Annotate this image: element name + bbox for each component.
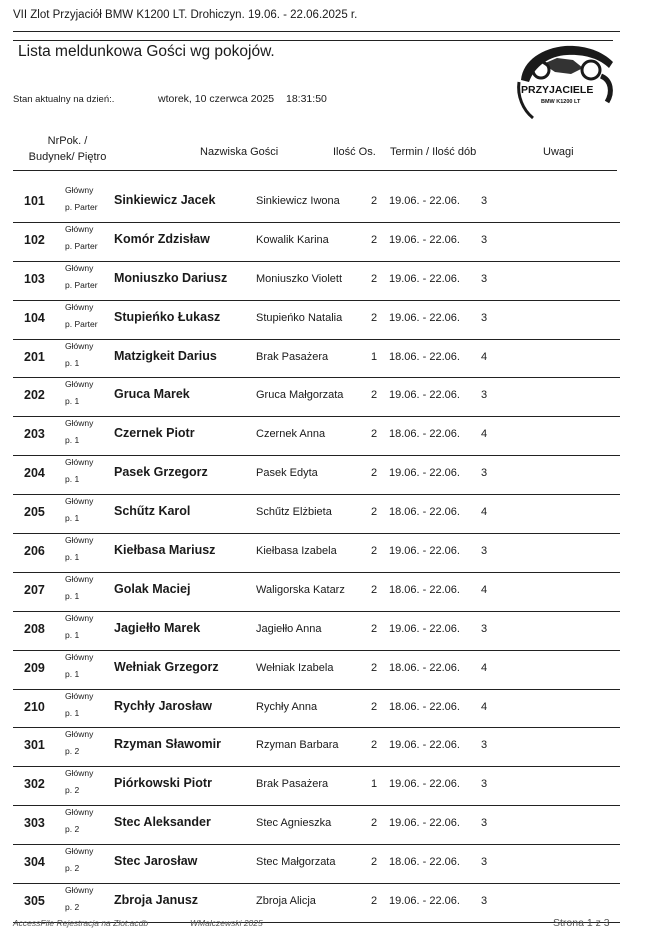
column-header-term: Termin / Ilość dób [390, 146, 477, 158]
person-count: 2 [371, 506, 378, 519]
guest-name: Waligorska Katarz [256, 583, 345, 596]
column-header-names: Nazwiska Gości [200, 146, 279, 158]
floor-label: p. 1 [65, 552, 80, 563]
table-row [13, 845, 620, 884]
building-name: Główny [65, 651, 94, 662]
person-count: 2 [371, 389, 378, 402]
motorcycle-logo-icon [513, 40, 623, 122]
host-name: Rzyman Sławomir [114, 737, 221, 752]
room-number: 103 [24, 271, 45, 286]
table-row [13, 651, 620, 690]
guest-name: Wełniak Izabela [256, 661, 334, 674]
table-row [13, 534, 620, 573]
room-number: 209 [24, 660, 45, 675]
building-name: Główny [65, 885, 94, 896]
person-count: 2 [371, 895, 378, 908]
floor-label: p. Parter [65, 240, 98, 251]
room-number: 207 [24, 582, 45, 597]
guest-name: Stec Agnieszka [256, 817, 332, 830]
building-name: Główny [65, 729, 94, 740]
status-label: Stan aktualny na dzień:. [13, 94, 115, 105]
logo-text-main: PRZYJACIELE [521, 84, 594, 96]
guest-name: Kiełbasa Izabela [256, 545, 337, 558]
room-number: 102 [24, 232, 45, 247]
building-name: Główny [65, 379, 94, 390]
stay-dates: 19.06. - 22.06. [389, 739, 460, 752]
night-count: 3 [481, 739, 488, 752]
host-name: Moniuszko Dariusz [114, 270, 228, 285]
floor-label: p. 1 [65, 474, 80, 485]
person-count: 2 [371, 311, 378, 324]
guest-name: Stec Małgorzata [256, 856, 336, 869]
host-name: Stec Aleksander [114, 815, 211, 830]
floor-label: p. 1 [65, 513, 80, 524]
person-count: 2 [371, 700, 378, 713]
room-number: 205 [24, 505, 45, 520]
stay-dates: 19.06. - 22.06. [389, 311, 460, 324]
building-name: Główny [65, 418, 94, 429]
room-number: 208 [24, 621, 45, 636]
table-row [13, 223, 620, 262]
host-name: Matzigkeit Darius [114, 348, 217, 363]
stay-dates: 19.06. - 22.06. [389, 467, 460, 480]
room-number: 104 [24, 310, 45, 325]
column-header-count: Ilość Os. [333, 146, 376, 158]
table-row [13, 573, 620, 612]
building-name: Główny [65, 690, 94, 701]
building-name: Główny [65, 457, 94, 468]
column-header-room-line1: NrPok. / [47, 135, 88, 147]
footer-author: WMalczewski 2025 [190, 918, 263, 928]
night-count: 3 [481, 622, 488, 635]
column-header-room [20, 133, 115, 165]
floor-label: p. 2 [65, 902, 80, 913]
logo-text-sub: BMW K1200 LT [541, 99, 581, 105]
night-count: 3 [481, 233, 488, 246]
guest-name: Jagiełło Anna [256, 622, 322, 635]
stay-dates: 18.06. - 22.06. [389, 583, 460, 596]
table-row [13, 767, 620, 806]
guest-name: Kowalik Karina [256, 233, 329, 246]
room-number: 305 [24, 894, 45, 909]
night-count: 3 [481, 389, 488, 402]
host-name: Wełniak Grzegorz [114, 659, 219, 674]
building-name: Główny [65, 496, 94, 507]
table-row [13, 340, 620, 379]
night-count: 4 [481, 661, 488, 674]
night-count: 3 [481, 195, 488, 207]
guest-name: Pasek Edyta [256, 467, 318, 480]
floor-label: p. 1 [65, 357, 80, 368]
guest-table [0, 184, 645, 923]
host-name: Stec Jarosław [114, 854, 198, 869]
stay-dates: 19.06. - 22.06. [389, 545, 460, 558]
table-row [13, 690, 620, 729]
person-count: 2 [371, 856, 378, 869]
room-number: 203 [24, 427, 45, 442]
stay-dates: 19.06. - 22.06. [389, 817, 460, 830]
stay-dates: 19.06. - 22.06. [389, 195, 460, 207]
person-count: 2 [371, 428, 378, 441]
host-name: Zbroja Janusz [114, 893, 199, 908]
person-count: 2 [371, 661, 378, 674]
night-count: 3 [481, 856, 488, 869]
building-name: Główny [65, 223, 94, 234]
floor-label: p. 1 [65, 590, 80, 601]
night-count: 4 [481, 583, 488, 596]
room-number: 304 [24, 855, 45, 870]
floor-label: p. 1 [65, 396, 80, 407]
person-count: 2 [371, 272, 378, 285]
stay-dates: 18.06. - 22.06. [389, 350, 460, 363]
guest-name: Brak Pasażera [256, 350, 329, 363]
host-name: Rychły Jarosław [114, 698, 212, 713]
guest-name: Gruca Małgorzata [256, 389, 344, 402]
room-number: 101 [24, 194, 45, 208]
room-number: 301 [24, 738, 45, 753]
host-name: Piórkowski Piotr [114, 776, 212, 791]
table-row [13, 728, 620, 767]
table-row [13, 495, 620, 534]
person-count: 2 [371, 545, 378, 558]
building-name: Główny [65, 301, 94, 312]
night-count: 3 [481, 467, 488, 480]
stay-dates: 18.06. - 22.06. [389, 856, 460, 869]
host-name: Czernek Piotr [114, 426, 195, 441]
stay-dates: 19.06. - 22.06. [389, 272, 460, 285]
night-count: 4 [481, 350, 488, 363]
table-row [13, 378, 620, 417]
table-row [13, 301, 620, 340]
stay-dates: 18.06. - 22.06. [389, 506, 460, 519]
building-name: Główny [65, 573, 94, 584]
floor-label: p. Parter [65, 279, 98, 290]
host-name: Schűtz Karol [114, 504, 191, 519]
building-name: Główny [65, 768, 94, 779]
building-name: Główny [65, 262, 94, 273]
floor-label: p. 1 [65, 629, 80, 640]
night-count: 3 [481, 778, 488, 791]
night-count: 3 [481, 272, 488, 285]
stay-dates: 18.06. - 22.06. [389, 661, 460, 674]
floor-label: p. 2 [65, 785, 80, 796]
report-title: Lista meldunkowa Gości wg pokojów. [18, 43, 275, 60]
person-count: 1 [371, 778, 378, 791]
stay-dates: 19.06. - 22.06. [389, 778, 460, 791]
floor-label: p. 1 [65, 435, 80, 446]
guest-name: Schűtz Elżbieta [256, 506, 332, 519]
column-header-notes: Uwagi [543, 146, 574, 158]
host-name: Komór Zdzisław [114, 231, 210, 246]
header-divider [13, 31, 620, 32]
floor-label: p. Parter [65, 202, 98, 212]
guest-name: Moniuszko Violett [256, 272, 343, 285]
guest-name: Stupieńko Natalia [256, 311, 343, 324]
room-number: 206 [24, 544, 45, 559]
person-count: 2 [371, 739, 378, 752]
person-count: 1 [371, 350, 378, 363]
building-name: Główny [65, 807, 94, 818]
room-number: 202 [24, 388, 45, 403]
column-header-divider [13, 170, 617, 171]
guest-name: Zbroja Alicja [256, 895, 316, 908]
floor-label: p. 1 [65, 707, 80, 718]
building-name: Główny [65, 185, 94, 195]
host-name: Kiełbasa Mariusz [114, 543, 216, 558]
host-name: Stupieńko Łukasz [114, 309, 221, 324]
table-row [13, 262, 620, 301]
host-name: Jagiełło Marek [114, 620, 201, 635]
guest-name: Rychły Anna [256, 700, 318, 713]
floor-label: p. Parter [65, 318, 98, 329]
host-name: Sinkiewicz Jacek [114, 193, 216, 207]
table-row [13, 806, 620, 845]
table-row [13, 417, 620, 456]
host-name: Golak Maciej [114, 581, 191, 596]
stay-dates: 19.06. - 22.06. [389, 233, 460, 246]
stay-dates: 18.06. - 22.06. [389, 700, 460, 713]
night-count: 3 [481, 311, 488, 324]
building-name: Główny [65, 340, 94, 351]
table-row [13, 612, 620, 651]
person-count: 2 [371, 195, 378, 207]
room-number: 302 [24, 777, 45, 792]
guest-name: Rzyman Barbara [256, 739, 339, 752]
person-count: 2 [371, 817, 378, 830]
footer-source: AccessFile Rejestracja na Zlot.acdb [13, 918, 149, 928]
stay-dates: 19.06. - 22.06. [389, 389, 460, 402]
floor-label: p. 2 [65, 863, 80, 874]
stay-dates: 18.06. - 22.06. [389, 428, 460, 441]
event-title: VII Zlot Przyjaciół BMW K1200 LT. Drohiczyn. 19.06. - 22.06.2025 r. [13, 9, 358, 21]
floor-label: p. 1 [65, 668, 80, 679]
building-name: Główny [65, 846, 94, 857]
column-header-room-line2: Budynek/ Piętro [28, 151, 107, 163]
room-number: 204 [24, 466, 45, 481]
table-row [13, 184, 620, 223]
night-count: 4 [481, 700, 488, 713]
person-count: 2 [371, 583, 378, 596]
room-number: 210 [24, 699, 45, 714]
person-count: 2 [371, 467, 378, 480]
room-number: 201 [24, 349, 45, 364]
table-row [13, 456, 620, 495]
floor-label: p. 2 [65, 824, 80, 835]
night-count: 3 [481, 895, 488, 908]
night-count: 3 [481, 545, 488, 558]
building-name: Główny [65, 612, 94, 623]
guest-name: Sinkiewicz Iwona [256, 195, 340, 207]
guest-name: Czernek Anna [256, 428, 326, 441]
person-count: 2 [371, 233, 378, 246]
night-count: 4 [481, 428, 488, 441]
floor-label: p. 2 [65, 746, 80, 757]
host-name: Gruca Marek [114, 387, 190, 402]
room-number: 303 [24, 816, 45, 831]
guest-name: Brak Pasażera [256, 778, 329, 791]
person-count: 2 [371, 622, 378, 635]
building-name: Główny [65, 535, 94, 546]
stay-dates: 19.06. - 22.06. [389, 622, 460, 635]
host-name: Pasek Grzegorz [114, 465, 208, 480]
stay-dates: 19.06. - 22.06. [389, 895, 460, 908]
night-count: 3 [481, 817, 488, 830]
status-time: 18:31:50 [286, 93, 327, 105]
night-count: 4 [481, 506, 488, 519]
footer-page-number: Strona 1 z 3 [553, 917, 610, 929]
status-date: wtorek, 10 czerwca 2025 [158, 93, 275, 105]
